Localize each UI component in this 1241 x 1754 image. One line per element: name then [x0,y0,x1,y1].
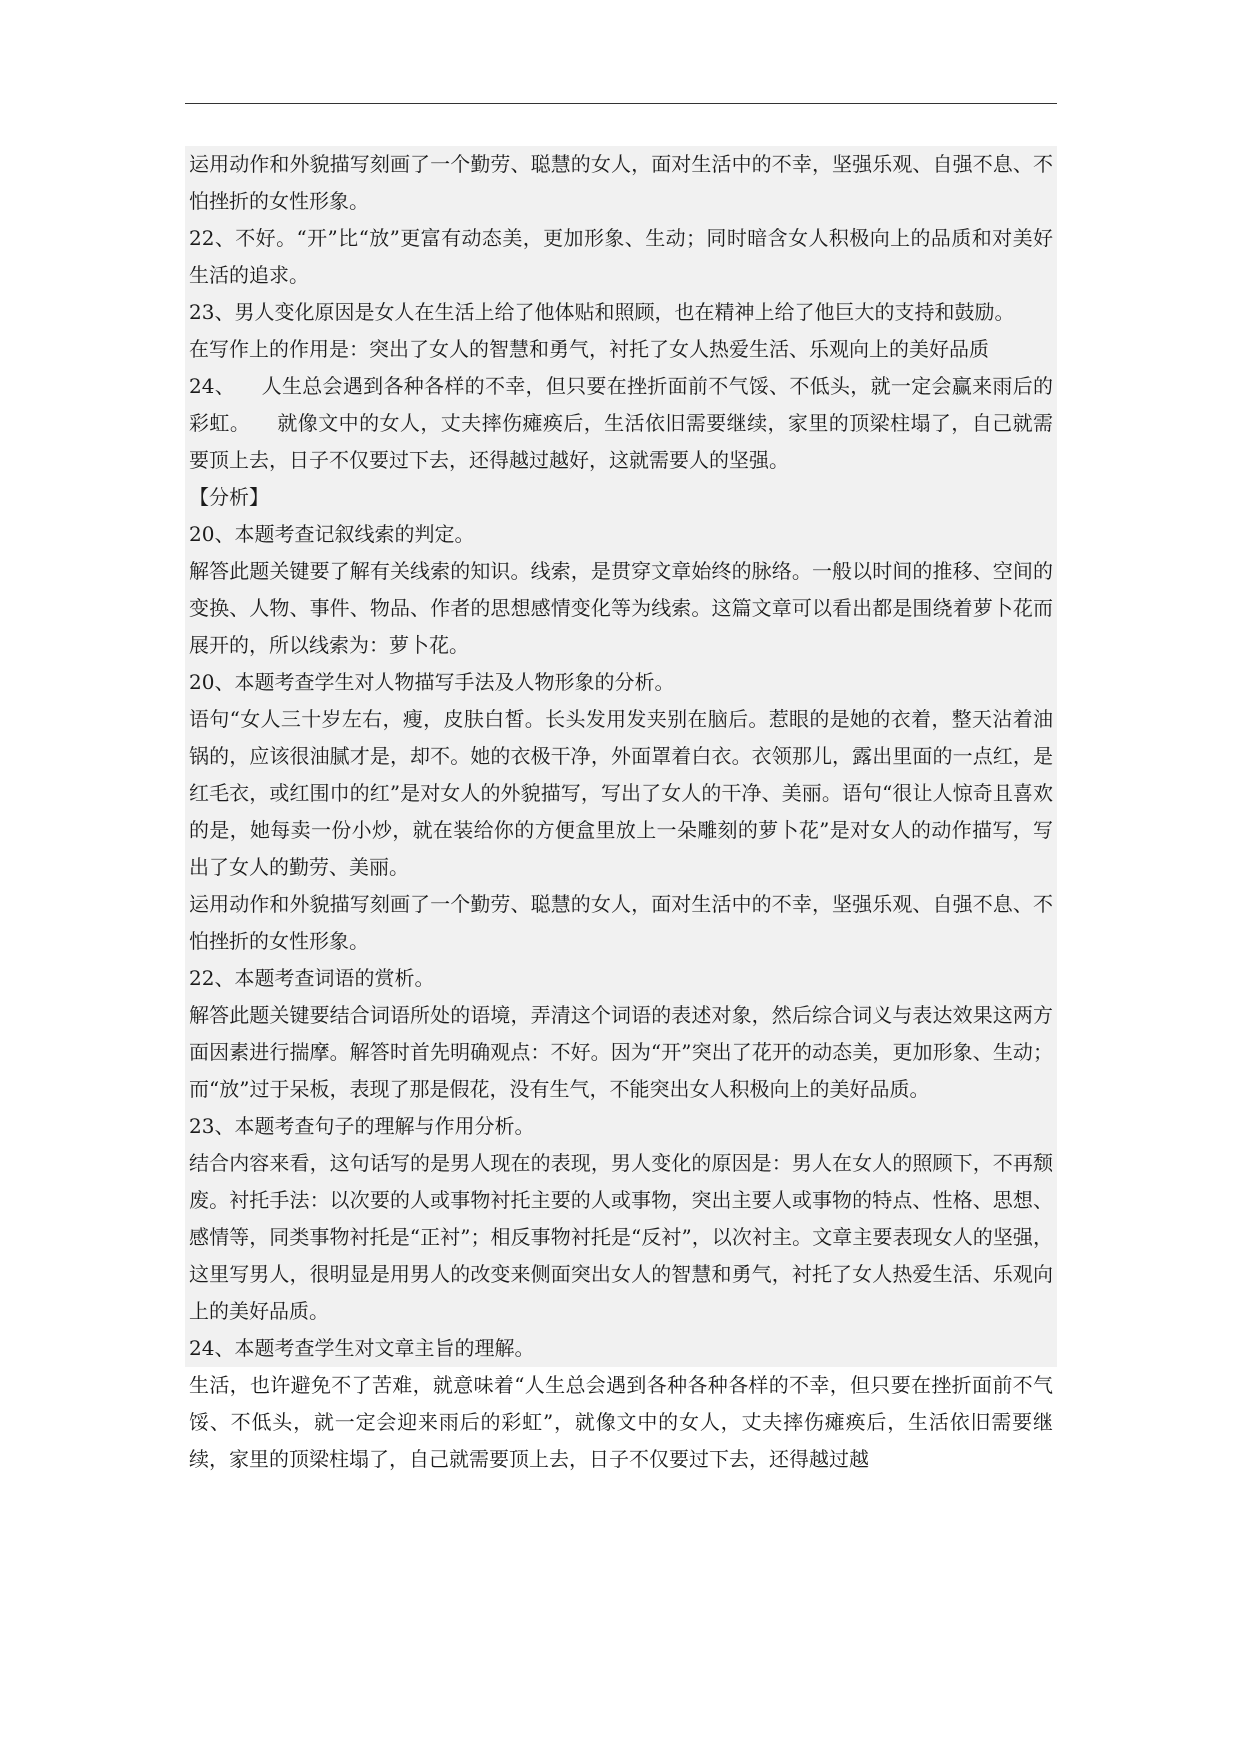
paragraph: 结合内容来看，这句话写的是男人现在的表现，男人变化的原因是：男人在女人的照顾下，不再颓废。衬托手法：以次要的人或事物衬托主要的人或事物，突出主要人或事物的特点、性格、思想、感情等，同类事物衬托是“正衬”；相反事物衬托是“反衬”，以次衬主。文章主要表现女人的坚强，这里写男人，很明显是用男人的改变来侧面突出女人的智慧和勇气，衬托了女人热爱生活、乐观向上的美好品质。 [185,1145,1057,1330]
paragraph: 运用动作和外貌描写刻画了一个勤劳、聪慧的女人，面对生活中的不幸，坚强乐观、自强不息、不怕挫折的女性形象。 [185,146,1057,220]
paragraph: 运用动作和外貌描写刻画了一个勤劳、聪慧的女人，面对生活中的不幸，坚强乐观、自强不息、不怕挫折的女性形象。 [185,886,1057,960]
paragraph: 23、本题考查句子的理解与作用分析。 [185,1108,1057,1145]
paragraph: 在写作上的作用是：突出了女人的智慧和勇气，衬托了女人热爱生活、乐观向上的美好品质 [185,331,1057,368]
paragraph: 生活，也许避免不了苦难，就意味着“人生总会遇到各种各种各样的不幸，但只要在挫折面前不气馁、不低头，就一定会迎来雨后的彩虹”，就像文中的女人，丈夫摔伤瘫痪后，生活依旧需要继续，家里的顶梁柱塌了，自己就需要顶上去，日子不仅要过下去，还得越过越 [189,1373,1053,1471]
paragraph: 23、男人变化原因是女人在生活上给了他体贴和照顾，也在精神上给了他巨大的支持和鼓励。 [185,294,1057,331]
document-body [185,146,1057,1478]
paragraph: 20、本题考查学生对人物描写手法及人物形象的分析。 [185,664,1057,701]
paragraph: 24、本题考查学生对文章主旨的理解。 [185,1330,1057,1367]
header-rule [185,103,1057,104]
paragraph: 24、 人生总会遇到各种各样的不幸，但只要在挫折面前不气馁、不低头，就一定会赢来雨后的彩虹。 就像文中的女人，丈夫摔伤瘫痪后，生活依旧需要继续，家里的顶梁柱塌了，自己就需要顶上去，日子不仅要过下去，还得越过越好，这就需要人的坚强。 [185,368,1057,479]
paragraph: 语句“女人三十岁左右，瘦，皮肤白皙。长头发用发夹别在脑后。惹眼的是她的衣着，整天沾着油锅的，应该很油腻才是，却不。她的衣极干净，外面罩着白衣。衣领那儿，露出里面的一点红，是红毛衣，或红围巾的红”是对女人的外貌描写，写出了女人的干净、美丽。语句“很让人惊奇且喜欢的是，她每卖一份小炒，就在装给你的方便盒里放上一朵雕刻的萝卜花”是对女人的动作描写，写出了女人的勤劳、美丽。 [185,701,1057,886]
paragraph: 22、本题考查词语的赏析。 [185,960,1057,997]
paragraph: 解答此题关键要了解有关线索的知识。线索，是贯穿文章始终的脉络。一般以时间的推移、空间的变换、人物、事件、物品、作者的思想感情变化等为线索。这篇文章可以看出都是围绕着萝卜花而展开的，所以线索为：萝卜花。 [185,553,1057,664]
paragraph: 【分析】 [185,479,1057,516]
paragraph: 22、不好。“开”比“放”更富有动态美，更加形象、生动；同时暗含女人积极向上的品质和对美好生活的追求。 [185,220,1057,294]
paragraph: 20、本题考查记叙线索的判定。 [185,516,1057,553]
paragraph: 解答此题关键要结合词语所处的语境，弄清这个词语的表述对象，然后综合词义与表达效果这两方面因素进行揣摩。解答时首先明确观点：不好。因为“开”突出了花开的动态美，更加形象、生动；而“放”过于呆板，表现了那是假花，没有生气，不能突出女人积极向上的美好品质。 [185,997,1057,1108]
